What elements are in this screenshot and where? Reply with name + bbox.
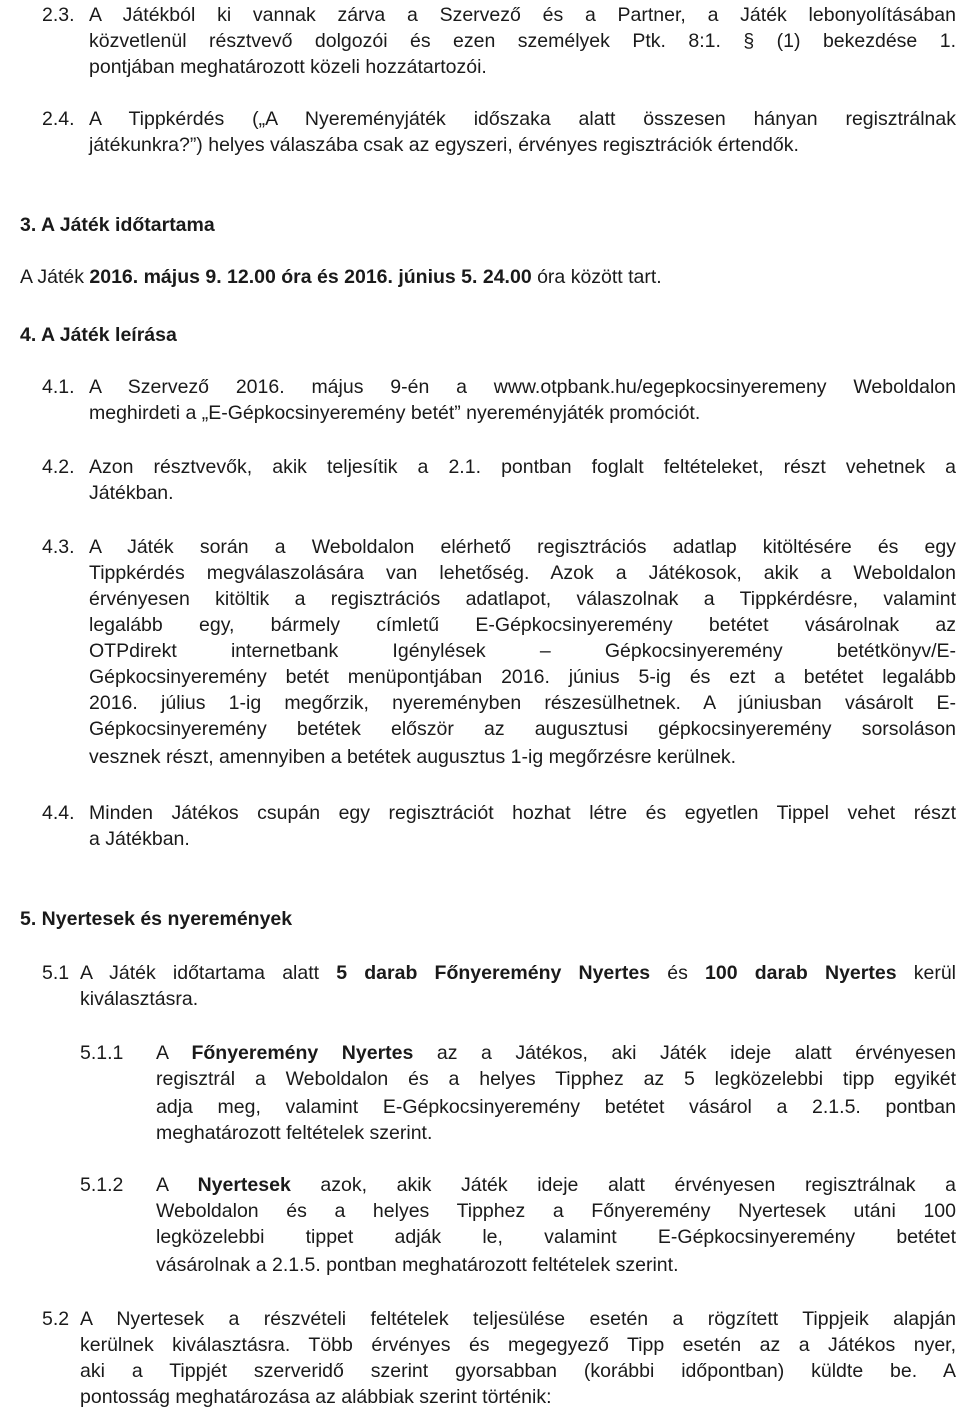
text-span: kerül (896, 962, 957, 984)
text-span: A (156, 1174, 198, 1196)
text-span: A Játék időtartama alatt (80, 962, 337, 984)
text-span: és (650, 962, 706, 984)
paragraph-line: aki a Tippjét szerveridő szerint gyorsabban (korábbi időpontban) küldte be. A (80, 1360, 956, 1382)
paragraph-line: kiválasztásra. (80, 988, 199, 1010)
paragraph-line (156, 1040, 956, 1066)
duration-text-a: A Játék (20, 266, 90, 288)
text-span: A Szervező 2016. május 9-én a (89, 376, 494, 398)
paragraph-line: a Játékban. (89, 828, 190, 850)
section-number: 2.3. (42, 4, 75, 26)
section-number: 5.1.2 (80, 1174, 124, 1196)
paragraph-line: Minden Játékos csupán egy regisztrációt hozhat létre és egyetlen Tippel vehet részt (89, 802, 956, 824)
section-heading-4: 4. A Játék leírása (20, 324, 177, 346)
paragraph-line: vesznek részt, amennyiben a betétek augusztus 1-ig megőrzésre kerülnek. (89, 746, 737, 768)
paragraph-line: regisztrál a Weboldalon és a helyes Tipphez az 5 legközelebbi tipp egyikét (156, 1068, 956, 1090)
section-heading-5: 5. Nyertesek és nyeremények (20, 908, 293, 930)
paragraph-line: Gépkocsinyeremény betét menüpontjában 2016. június 5-ig és ezt a betétet legalább (89, 666, 956, 688)
paragraph-line: A Tippkérdés („A Nyereményjáték időszaka alatt összesen hányan regisztrálnak (89, 108, 956, 130)
section-number: 5.1 (42, 962, 70, 984)
paragraph-line (89, 374, 956, 400)
section-number: 4.3. (42, 536, 75, 558)
duration-dates: 2016. május 9. 12.00 óra és 2016. június 5. 24.00 (89, 266, 532, 288)
paragraph-line: Weboldalon és a helyes Tipphez a Főnyeremény Nyertesek utáni 100 (156, 1200, 956, 1222)
paragraph-line: OTPdirekt internetbank Igénylések – Gépkocsinyeremény betétkönyv/E- (89, 640, 956, 662)
paragraph-line: A Játék során a Weboldalon elérhető regisztrációs adatlap kitöltésére és egy (89, 536, 956, 558)
bold-span: 5 darab Főnyeremény Nyertes (336, 962, 651, 984)
paragraph-line: Gépkocsinyeremény betétek először az augusztusi gépkocsinyeremény sorsoláson (89, 718, 956, 740)
section-heading-3: 3. A Játék időtartama (20, 214, 215, 236)
section-number: 4.4. (42, 802, 75, 824)
section-number: 4.2. (42, 456, 75, 478)
text-span: Weboldalon (826, 376, 956, 398)
section-number: 2.4. (42, 108, 75, 130)
paragraph-line: Tippkérdés megválaszolására van lehetőség. Azok a Játékosok, akik a Weboldalon (89, 562, 956, 584)
bold-span: 100 darab Nyertes (705, 962, 897, 984)
paragraph-line: meghatározott feltételek szerint. (156, 1122, 433, 1144)
paragraph-line: vásárolnak a 2.1.5. pontban meghatározott feltételek szerint. (156, 1254, 679, 1276)
duration-paragraph (20, 264, 662, 290)
paragraph-line: legalább egy, bármely címletű E-Gépkocsinyeremény betétet vásárolnak az (89, 614, 956, 636)
paragraph-line (80, 960, 956, 986)
duration-text-c: óra között tart. (531, 266, 662, 288)
text-span: azok, akik Játék ideje alatt érvényesen regisztrálnak a (290, 1174, 956, 1196)
bold-span: Főnyeremény Nyertes (191, 1042, 414, 1064)
website-link[interactable]: www.otpbank.hu/egepkocsinyeremeny (493, 376, 827, 398)
paragraph-line: legközelebbi tippet adják le, valamint E-Gépkocsinyeremény betétet (156, 1226, 956, 1248)
paragraph-line (156, 1172, 956, 1198)
paragraph-line: érvényesen kitöltik a regisztrációs adatlapot, válaszolnak a Tippkérdésre, valamint (89, 588, 956, 610)
paragraph-line: A Játékból ki vannak zárva a Szervező és a Partner, a Játék lebonyolításában (89, 4, 956, 26)
paragraph-line: adja meg, valamint E-Gépkocsinyeremény betétet vásárol a 2.1.5. pontban (156, 1096, 956, 1118)
paragraph-line: pontosság meghatározása az alábbiak szerint történik: (80, 1386, 552, 1408)
paragraph-line: kerülnek kiválasztásra. Több érvényes és megegyező Tipp esetén az a Játékos nyer, (80, 1334, 956, 1356)
paragraph-line: Játékban. (89, 482, 174, 504)
paragraph-line: meghirdeti a „E-Gépkocsinyeremény betét” nyereményjáték promóciót. (89, 402, 701, 424)
bold-span: Nyertesek (197, 1174, 291, 1196)
paragraph-line: közvetlenül résztvevő dolgozói és ezen személyek Ptk. 8:1. § (1) bekezdése 1. (89, 30, 956, 52)
paragraph-line: pontjában meghatározott közeli hozzátartozói. (89, 56, 487, 78)
text-span: az a Játékos, aki Játék ideje alatt érvényesen (413, 1042, 957, 1064)
paragraph-line: A Nyertesek a részvételi feltételek teljesülése esetén a rögzített Tippjeik alapján (80, 1308, 956, 1330)
paragraph-line: 2016. július 1-ig megőrzik, nyereményben részesülhetnek. A júniusban vásárolt E- (89, 692, 956, 714)
section-number: 4.1. (42, 376, 75, 398)
section-number: 5.1.1 (80, 1042, 124, 1064)
section-number: 5.2 (42, 1308, 70, 1330)
text-span: A (156, 1042, 192, 1064)
paragraph-line: Azon résztvevők, akik teljesítik a 2.1. pontban foglalt feltételeket, részt vehetnek a (89, 456, 956, 478)
paragraph-line: játékunkra?”) helyes válaszába csak az egyszeri, érvényes regisztrációk értendők. (89, 134, 799, 156)
